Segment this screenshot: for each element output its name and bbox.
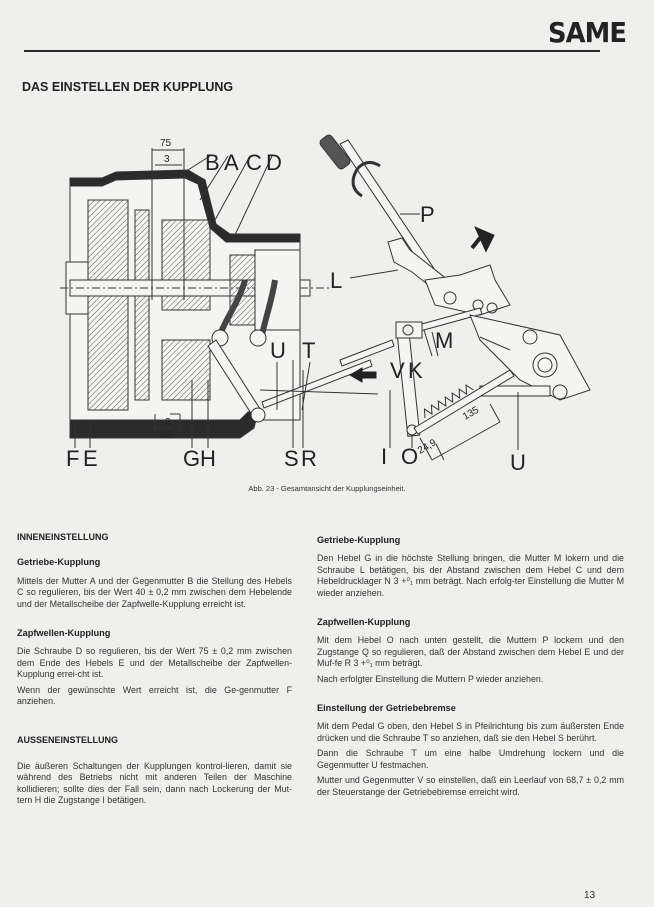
subheading-zapfwellen-kupplung: Zapfwellen-Kupplung (317, 617, 411, 628)
paragraph: Mutter und Gegenmutter V so einstellen, daß ein Leerlauf von 68,7 ± 0,2 mm der Steuerstange der Getriebebremse erreicht wird. (317, 775, 624, 797)
label-I: I (381, 444, 388, 469)
paragraph: Nach erfolgter Einstellung die Muttern P wieder anziehen. (317, 673, 544, 684)
dim-40: 40 (160, 430, 172, 441)
label-K: K (408, 358, 423, 383)
flywheel-section (88, 200, 128, 410)
label-C: C (246, 150, 262, 175)
label-R: R (301, 446, 317, 471)
label-U-upper: U (270, 338, 286, 363)
gear-housing (255, 250, 300, 330)
label-D: D (266, 150, 282, 175)
clutch-disc-1 (135, 210, 149, 400)
label-L: L (330, 268, 343, 293)
clutch-assembly-diagram (40, 130, 610, 480)
label-A: A (224, 150, 239, 175)
subheading-getriebebremse: Einstellung der Getriebebremse (317, 703, 456, 714)
subheading-getriebe-kupplung: Getriebe-Kupplung (317, 535, 401, 545)
left-column (17, 532, 292, 811)
label-M: M (435, 328, 454, 353)
label-T: T (302, 338, 316, 363)
clutch-disc-3 (162, 340, 210, 400)
dim-24-9: 24,9 (416, 437, 439, 457)
paragraph: Dann die Schraube T um eine halbe Umdrehung lockern und die Gegenmutter U festmachen. (317, 748, 624, 770)
header-rule (24, 50, 600, 52)
label-U-lower: U (510, 450, 526, 475)
paragraph: Wenn der gewünschte Wert erreicht ist, die Ge-genmutter F anziehen. (17, 684, 292, 707)
paragraph: Mittels der Mutter A und der Gegenmutter B die Stellung des Hebels C so regulieren, bis der Wert 40 ± 0,2 mm zwischen dem Hebelende und der Metallscheibe der Zapfwelle-Kupplung erreicht ist. (17, 575, 292, 609)
label-B: B (205, 150, 220, 175)
label-E: E (83, 446, 98, 471)
figure-caption: Abb. 23 - Gesamtansicht der Kupplungseinheit. (248, 484, 406, 493)
page-title: DAS EINSTELLEN DER KUPPLUNG (22, 80, 234, 94)
heading-inneneinstellung: INNENEINSTELLUNG (17, 532, 109, 542)
subheading-getriebe-kupplung: Getriebe-Kupplung (17, 557, 101, 568)
dim-3-bottom: 3 (165, 417, 171, 428)
page-number: 13 (584, 890, 596, 901)
label-O: O (401, 444, 419, 469)
paragraph: Die äußeren Schaltungen der Kupplungen kontrol-lieren, damit sie während des Betriebs nicht mit anderen Teilen der Maschine kollidieren; sollte dies der Fall sein, dann nach Lockerung der Mut-tern H die Zugstange I betätigen. (17, 760, 292, 806)
brand-logo: SAME (548, 16, 627, 49)
paragraph: Den Hebel G in die höchste Stellung bringen, die Mutter M lokern und die Schraube L betätigen, bis der Abstand zwischen dem Hebel C und dem Hebeldrucklager N 3 +⁰₁ mm beträgt. Nach erfolg-ter Einstellung die Mutter M wieder anziehen. (317, 553, 624, 598)
paragraph: Mit dem Hebel O nach unten gestellt, die Muttern P lockern und den Zugstange Q so regulieren, daß der Abstand zwischen dem Hebel E und der Muf-fe R 3 +⁰₁ mm beträgt. (317, 635, 624, 669)
subheading-zapfwellen-kupplung: Zapfwellen-Kupplung (17, 628, 111, 639)
heading-ausseneinstellung: AUSSENEINSTELLUNG (17, 735, 119, 746)
direction-arrow-upper (472, 230, 492, 248)
paragraph: Mit dem Pedal G oben, den Hebel S in Pfeilrichtung bis zum äußersten Ende drücken und die Schraube T so anziehen, daß sie den Hebel S berührt. (317, 721, 624, 743)
label-F: F (66, 446, 80, 471)
label-H: H (200, 446, 216, 471)
dim-75: 75 (160, 138, 172, 149)
dim-135: 135 (461, 404, 481, 423)
dim-3-top: 3 (164, 154, 170, 165)
paragraph: Die Schraube D so regulieren, bis der Wert 75 ± 0,2 mm zwischen dem Ende des Hebels E und der Metallscheibe der Zapfwellen-Kupplung errei-cht ist. (17, 646, 292, 680)
label-G: G (183, 446, 201, 471)
label-V: V (390, 358, 405, 383)
label-S: S (284, 446, 299, 471)
label-P: P (420, 202, 435, 227)
spring-rod (414, 370, 514, 434)
right-column (317, 535, 624, 802)
